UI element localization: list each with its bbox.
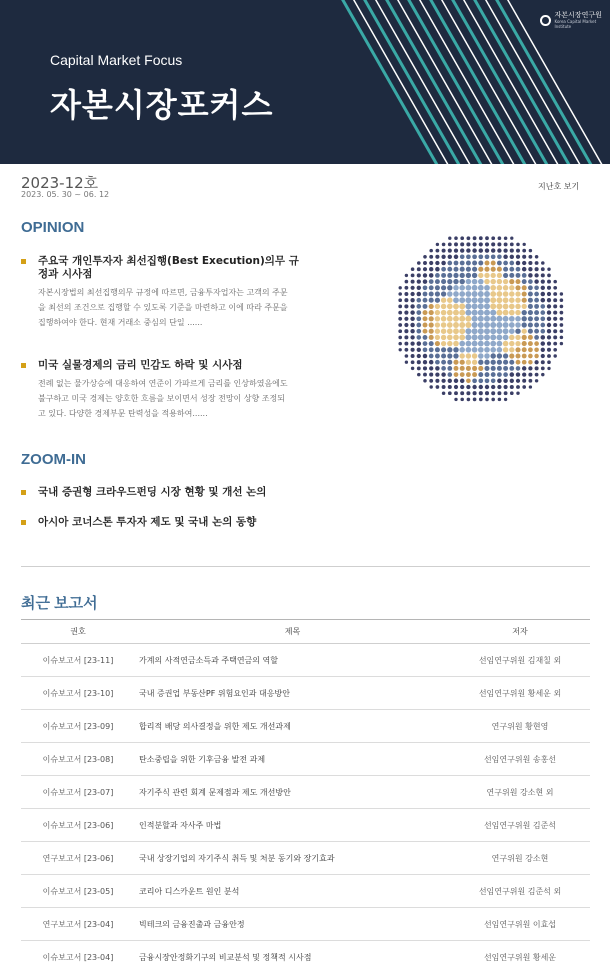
table-row[interactable] (21, 710, 590, 743)
report-title[interactable]: 인적분할과 자사주 마법 (135, 809, 450, 842)
report-number: 이슈보고서 [23-06] (21, 809, 135, 842)
report-title[interactable]: 가계의 사적연금소득과 주택연금의 역할 (135, 644, 450, 677)
report-author: 선임연구위원 김준석 (450, 809, 590, 842)
back-issues-link[interactable]: 지난호 보기 (538, 182, 580, 191)
table-row[interactable] (21, 875, 590, 908)
zoomin-item-title[interactable]: 국내 증권형 크라우드펀딩 시장 현황 및 개선 논의 (38, 486, 267, 498)
opinion-item-title[interactable]: 미국 실물경제의 금리 민감도 하락 및 시사점 (38, 359, 243, 371)
report-title[interactable]: 금융시장안정화기구의 비교분석 및 정책적 시사점 (135, 941, 450, 968)
opinion-heading: OPINION (21, 219, 85, 236)
report-title[interactable]: 국내 증권업 부동산PF 위험요인과 대응방안 (135, 677, 450, 710)
report-author: 선임연구위원 김재칠 외 (450, 644, 590, 677)
report-author: 선임연구위원 김준석 외 (450, 875, 590, 908)
logo-mark-icon (540, 15, 551, 26)
report-title[interactable]: 합리적 배당 의사결정을 위한 제도 개선과제 (135, 710, 450, 743)
issue-number: 2023-12호 (21, 174, 99, 192)
opinion-item-summary: 전례 없는 물가상승에 대응하여 연준이 가파르게 금리를 인상하였음에도 불구하고 미국 경제는 양호한 흐름을 보이면서 성장 전망이 상향 조정되 고 있다. 다양한 경제부문 탄력성을 적용하여...... (38, 379, 288, 418)
report-author: 연구위원 강소현 (450, 842, 590, 875)
table-header-row (21, 620, 590, 644)
issue-period: 2023. 05. 30 ~ 06. 12 (21, 190, 110, 199)
bullet-icon (21, 259, 26, 264)
report-number: 이슈보고서 [23-10] (21, 677, 135, 710)
reports-heading: 최근 보고서 (21, 595, 98, 612)
logo-english-name: Korea Capital Market Institute (554, 19, 597, 29)
zoomin-item-title[interactable]: 아시아 코너스톤 투자자 제도 및 국내 논의 동향 (38, 516, 257, 528)
bullet-icon (21, 490, 26, 495)
zoomin-item-2[interactable] (21, 516, 521, 529)
table-row[interactable] (21, 908, 590, 941)
report-author: 선임연구위원 황세운 (450, 941, 590, 968)
report-number: 이슈보고서 [23-11] (21, 644, 135, 677)
report-title[interactable]: 빅테크의 금융진출과 금융안정 (135, 908, 450, 941)
page-header (0, 0, 610, 164)
logo-name: 자본시장연구원 (554, 11, 602, 19)
report-number: 연구보고서 [23-06] (21, 842, 135, 875)
report-author: 선임연구위원 이효섭 (450, 908, 590, 941)
bullet-icon (21, 520, 26, 525)
zoomin-heading: ZOOM-IN (21, 451, 86, 468)
table-row[interactable] (21, 644, 590, 677)
report-number: 이슈보고서 [23-07] (21, 776, 135, 809)
institute-logo[interactable] (540, 11, 610, 29)
column-header-number: 권호 (21, 620, 135, 644)
report-title[interactable]: 탄소중립을 위한 기후금융 발전 과제 (135, 743, 450, 776)
table-row[interactable] (21, 677, 590, 710)
report-title[interactable]: 국내 상장기업의 자기주식 취득 및 처분 동기와 장기효과 (135, 842, 450, 875)
report-number: 이슈보고서 [23-05] (21, 875, 135, 908)
section-divider (21, 566, 590, 567)
opinion-item-title[interactable]: 주요국 개인투자자 최선집행(Best Execution)의무 규 정과 시사점 (38, 255, 299, 280)
opinion-item-summary: 자본시장법의 최선집행의무 규정에 따르면, 금융투자업자는 고객의 주문 을 최선의 조건으로 집행할 수 있도록 기준을 마련하고 이에 따라 주문을 집행하여야 한다. 현재 거래소 중심의 단일 ...... (38, 288, 288, 327)
globe-illustration (390, 228, 570, 408)
header-title: 자본시장포커스 (50, 86, 274, 124)
opinion-item-1[interactable] (21, 255, 361, 330)
report-author: 선임연구위원 송홍선 (450, 743, 590, 776)
table-row[interactable] (21, 776, 590, 809)
bullet-icon (21, 363, 26, 368)
table-row[interactable] (21, 743, 590, 776)
report-author: 연구위원 강소현 외 (450, 776, 590, 809)
zoomin-item-1[interactable] (21, 486, 521, 499)
opinion-item-2[interactable] (21, 359, 361, 421)
table-row[interactable] (21, 941, 590, 968)
reports-table (21, 619, 590, 968)
report-title[interactable]: 코리아 디스카운트 원인 분석 (135, 875, 450, 908)
column-header-title: 제목 (135, 620, 450, 644)
report-title[interactable]: 자기주식 관련 회계 문제점과 제도 개선방안 (135, 776, 450, 809)
report-author: 연구위원 황현영 (450, 710, 590, 743)
header-subtitle: Capital Market Focus (50, 52, 183, 68)
table-row[interactable] (21, 809, 590, 842)
table-row[interactable] (21, 842, 590, 875)
column-header-author: 저자 (450, 620, 590, 644)
report-number: 연구보고서 [23-04] (21, 908, 135, 941)
report-author: 선임연구위원 황세운 외 (450, 677, 590, 710)
report-number: 이슈보고서 [23-08] (21, 743, 135, 776)
report-number: 이슈보고서 [23-04] (21, 941, 135, 968)
report-number: 이슈보고서 [23-09] (21, 710, 135, 743)
